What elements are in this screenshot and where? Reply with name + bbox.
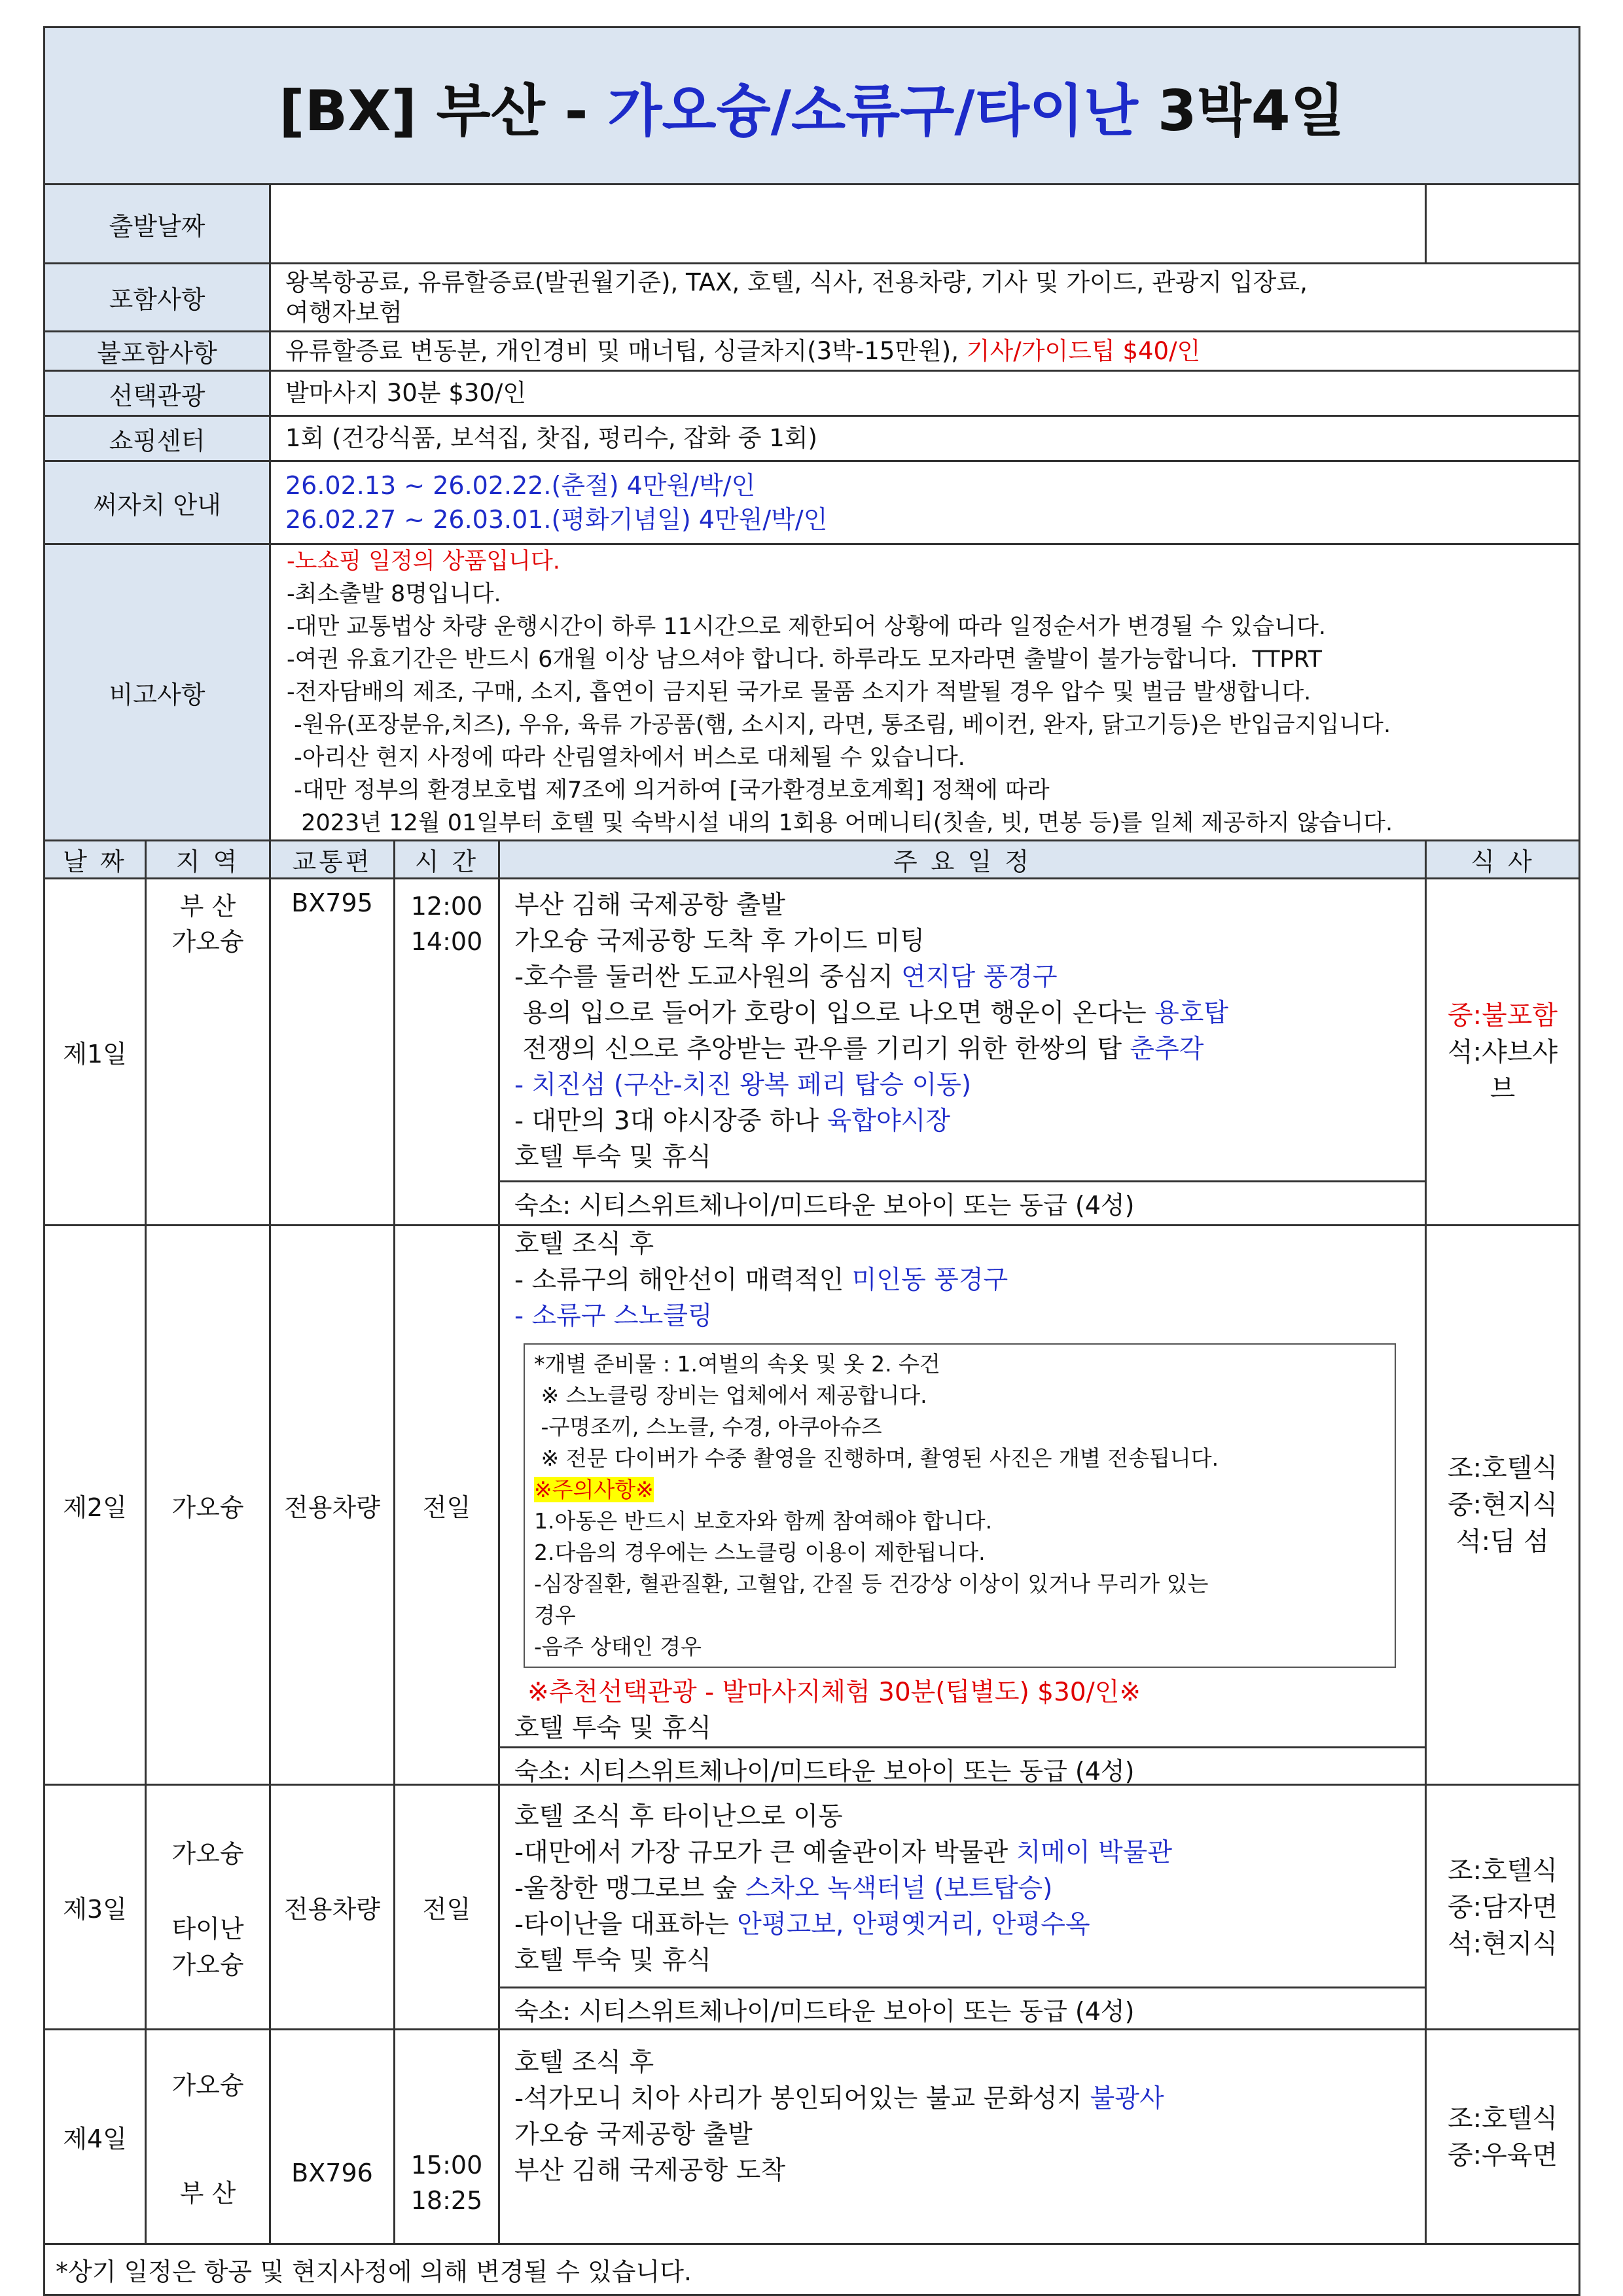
- header-time: 시 간: [395, 841, 499, 879]
- header-region: 지 역: [146, 841, 270, 879]
- schedule-line: [514, 959, 1410, 995]
- schedule-text: -석가모니 치아 사리가 봉인되어있는 불교 문화성지: [514, 2084, 1090, 2113]
- day4-region: [146, 2030, 270, 2244]
- recommended-option: ※추천선택관광 - 발마사지체험 30분(팁별도) $30/인※: [527, 1678, 1141, 1707]
- meal-line: 석:샤브샤: [1447, 1036, 1558, 1067]
- footer-note: *상기 일정은 항공 및 현지사정에 의해 변경될 수 있습니다.: [45, 2244, 1580, 2295]
- snorkeling-notice-box: [524, 1343, 1396, 1668]
- region-line: 가오슝: [171, 1951, 244, 1979]
- attraction-name: 미인동 풍경구: [851, 1265, 1008, 1295]
- header-meal: 식 사: [1426, 841, 1580, 879]
- schedule-line: 호텔 투숙 및 휴식: [514, 1714, 711, 1743]
- day-row: [45, 879, 1580, 1226]
- surcharge-line: 26.02.13 ~ 26.02.22.(춘절) 4만원/박/인: [285, 471, 756, 500]
- schedule-line: [514, 995, 1410, 1031]
- schedule-line: 호텔 투숙 및 휴식: [514, 1946, 711, 1975]
- day4-label: 제4일: [45, 2030, 146, 2244]
- departure-label: 출발날짜: [45, 185, 270, 264]
- excluded-text: 유류할증료 변동분, 개인경비 및 매너팁, 싱글차지(3박-15만원),: [285, 336, 967, 365]
- day3-meal: [1426, 1785, 1580, 2030]
- meal-line: 석:현지식: [1447, 1928, 1558, 1959]
- meal-line: 석:딤 섬: [1455, 1527, 1550, 1557]
- schedule-text: -호수를 둘러싼 도교사원의 중심지: [514, 963, 902, 992]
- day1-label: 제1일: [45, 879, 146, 1226]
- day1-transport: BX795: [270, 879, 395, 1226]
- day2-time: 전일: [395, 1226, 499, 1785]
- caution-heading: ※주의사항※: [534, 1477, 654, 1502]
- optional-tour-value: 발마사지 30분 $30/인: [270, 371, 1580, 416]
- remark-line: -노쇼핑 일정의 상품입니다.: [287, 548, 560, 574]
- schedule-line: [514, 1871, 1410, 1907]
- hotel-info: 숙소: 시티스위트체나이/미드타운 보아이 또는 동급 (4성): [500, 1180, 1425, 1224]
- day2-label: 제2일: [45, 1226, 146, 1785]
- included-label: 포함사항: [45, 264, 270, 332]
- day4-schedule: [499, 2030, 1426, 2244]
- meal-line: 조:호텔식: [1447, 2103, 1558, 2134]
- time-line: 15:00: [410, 2150, 483, 2180]
- included-line: 왕복항공료, 유류할증료(발권월기준), TAX, 호텔, 식사, 전용차량, 기사 및 가이드, 관광지 입장료,: [285, 268, 1308, 296]
- day2-region: 가오슝: [146, 1226, 270, 1785]
- schedule-line: - 치진섬 (구산-치진 왕복 페리 탑승 이동): [514, 1070, 972, 1100]
- schedule-line: 가오슝 국제공항 도착 후 가이드 미팅: [514, 927, 925, 956]
- time-line: 18:25: [410, 2185, 483, 2215]
- day-row: [45, 2030, 1580, 2244]
- day3-time: 전일: [395, 1785, 499, 2030]
- attraction-name: 스차오 녹색터널 (보트탑승): [745, 1874, 1053, 1903]
- meal-line: 조:호텔식: [1447, 1453, 1558, 1483]
- surcharge-value: [270, 461, 1580, 544]
- schedule-text: - 대만의 3대 야시장중 하나: [514, 1106, 827, 1136]
- excluded-label: 불포함사항: [45, 332, 270, 371]
- region-line: 가오슝: [171, 2070, 244, 2100]
- schedule-line: [514, 2081, 1410, 2117]
- remarks-label: 비고사항: [45, 544, 270, 841]
- attraction-name: 치메이 박물관: [1016, 1838, 1173, 1867]
- itinerary-table: [43, 26, 1580, 2296]
- schedule-line: 호텔 투숙 및 휴식: [514, 1142, 711, 1172]
- header-day: 날 짜: [45, 841, 146, 879]
- day4-meal: [1426, 2030, 1580, 2244]
- remark-line: -대만 정부의 환경보호법 제7조에 의거하여 [국가환경보호계획] 정책에 따라: [287, 777, 1050, 804]
- schedule-text: - 소류구의 해안선이 매력적인: [514, 1265, 852, 1295]
- schedule-line: 호텔 조식 후 타이난으로 이동: [514, 1802, 843, 1831]
- notice-line: -음주 상태인 경우: [534, 1634, 702, 1659]
- shopping-label: 쇼핑센터: [45, 416, 270, 461]
- title-prefix: [BX] 부산 -: [279, 78, 608, 144]
- schedule-text: -대만에서 가장 규모가 큰 예술관이자 박물관: [514, 1838, 1016, 1867]
- surcharge-line: 26.02.27 ~ 26.03.01.(평화기념일) 4만원/박/인: [285, 505, 828, 534]
- schedule-line: [514, 1031, 1410, 1067]
- schedule-text: -울창한 맹그로브 숲: [514, 1874, 745, 1903]
- notice-line: -구명조끼, 스노클, 수경, 아쿠아슈즈: [534, 1414, 882, 1439]
- notice-line: ※ 스노클링 장비는 업체에서 제공합니다.: [534, 1383, 927, 1408]
- day4-transport: BX796: [270, 2030, 395, 2244]
- region-line: 부 산: [179, 2178, 236, 2208]
- day1-time: [395, 879, 499, 1226]
- notice-line: [534, 1474, 1385, 1506]
- day2-transport: 전용차량: [270, 1226, 395, 1785]
- meal-line: 중:우육면: [1447, 2140, 1558, 2170]
- notice-line: ※ 전문 다이버가 수중 촬영을 진행하며, 촬영된 사진은 개별 전송됩니다.: [534, 1445, 1219, 1471]
- notice-line: 1.아동은 반드시 보호자와 함께 참여해야 합니다.: [534, 1508, 993, 1534]
- region-line: 타이난: [171, 1915, 244, 1943]
- schedule-line: [514, 1835, 1410, 1871]
- departure-extra-cell: [1426, 185, 1580, 264]
- attraction-name: 용호탑: [1154, 998, 1229, 1028]
- attraction-name: 춘추각: [1130, 1034, 1204, 1064]
- schedule-text: 전쟁의 신으로 추앙받는 관우를 기리기 위한 한쌍의 탑: [514, 1034, 1130, 1064]
- schedule-line: 가오슝 국제공항 출발: [514, 2120, 753, 2149]
- hotel-info: 숙소: 시티스위트체나이/미드타운 보아이 또는 동급 (4성): [500, 1746, 1425, 1784]
- schedule-line: 부산 김해 국제공항 도착: [514, 2156, 785, 2185]
- remarks-value: [270, 544, 1580, 841]
- schedule-line: 호텔 조식 후: [514, 2048, 654, 2077]
- meal-line: 중:불포함: [1447, 1000, 1558, 1031]
- attraction-name: 안평고보, 안평옛거리, 안평수옥: [737, 1910, 1090, 1939]
- schedule-line: 부산 김해 국제공항 출발: [514, 891, 785, 920]
- remark-line: -여권 유효기간은 반드시 6개월 이상 남으셔야 합니다. 하루라도 모자라면 출발이 불가능합니다. TTPRT: [287, 646, 1322, 673]
- shopping-value: 1회 (건강식품, 보석집, 찻집, 펑리수, 잡화 중 1회): [270, 416, 1580, 461]
- attraction-name: 연지담 풍경구: [901, 963, 1058, 992]
- day3-schedule: [499, 1785, 1426, 2030]
- day1-schedule: [499, 879, 1426, 1226]
- notice-line: 경우: [534, 1602, 576, 1628]
- departure-date-cell: [270, 185, 1426, 264]
- day3-region: [146, 1785, 270, 2030]
- region-line: 부 산: [179, 892, 236, 921]
- day3-label: 제3일: [45, 1785, 146, 2030]
- title-destinations: 가오슝/소류구/타이난: [607, 78, 1138, 144]
- remark-line: -최소출발 8명입니다.: [287, 581, 501, 607]
- page-title: [45, 27, 1580, 185]
- included-value: [270, 264, 1580, 332]
- region-line: 가오슝: [171, 1839, 244, 1868]
- attraction-name: 육합야시장: [827, 1106, 950, 1136]
- excluded-value: [270, 332, 1580, 371]
- day2-schedule: [499, 1226, 1426, 1785]
- header-transport: 교통편: [270, 841, 395, 879]
- remark-line: -대만 교통법상 차량 운행시간이 하루 11시간으로 제한되어 상황에 따라 일정순서가 변경될 수 있습니다.: [287, 614, 1327, 640]
- remark-line: -전자담배의 제조, 구매, 소지, 흡연이 금지된 국가로 물품 소지가 적발될 경우 압수 및 벌금 발생합니다.: [287, 679, 1311, 705]
- title-duration: 3박4일: [1137, 78, 1345, 144]
- remark-line: -원유(포장분유,치즈), 우유, 육류 가공품(햄, 소시지, 라면, 통조림, 베이컨, 완자, 닭고기등)은 반입금지입니다.: [287, 712, 1391, 738]
- schedule-text: -타이난을 대표하는: [514, 1910, 738, 1939]
- hotel-info: 숙소: 시티스위트체나이/미드타운 보아이 또는 동급 (4성): [500, 1987, 1425, 2024]
- schedule-line: 호텔 조식 후: [514, 1229, 654, 1259]
- day1-meal: [1426, 879, 1580, 1226]
- notice-line: *개별 준비물 : 1.여벌의 속옷 및 옷 2. 수건: [534, 1351, 940, 1377]
- attraction-name: 불광사: [1090, 2084, 1164, 2113]
- meal-line: 중:담자면: [1447, 1892, 1558, 1922]
- schedule-line: - 소류구 스노클링: [514, 1301, 713, 1331]
- notice-line: -심장질환, 혈관질환, 고혈압, 간질 등 건강상 이상이 있거나 무리가 있는: [534, 1571, 1209, 1597]
- surcharge-label: 써자치 안내: [45, 461, 270, 544]
- day1-region: [146, 879, 270, 1226]
- notice-line: 2.다음의 경우에는 스노클링 이용이 제한됩니다.: [534, 1540, 986, 1565]
- itinerary-sheet: [43, 26, 1578, 2296]
- day2-meal: [1426, 1226, 1580, 1785]
- schedule-text: 용의 입으로 들어가 호랑이 입으로 나오면 행운이 온다는: [514, 998, 1155, 1028]
- time-line: 14:00: [410, 927, 483, 956]
- time-line: 12:00: [410, 892, 483, 921]
- meal-line: 중:현지식: [1447, 1490, 1558, 1520]
- day3-transport: 전용차량: [270, 1785, 395, 2030]
- day-row: [45, 1226, 1580, 1785]
- remark-line: -아리산 현지 사정에 따라 산림열차에서 버스로 대체될 수 있습니다.: [287, 745, 965, 771]
- optional-tour-label: 선택관광: [45, 371, 270, 416]
- header-schedule: 주 요 일 정: [499, 841, 1426, 879]
- day-row: [45, 1785, 1580, 2030]
- guide-tip-text: 기사/가이드팁 $40/인: [966, 336, 1201, 365]
- region-line: 가오슝: [171, 927, 244, 956]
- schedule-line: [514, 1103, 1410, 1139]
- included-line: 여행자보험: [285, 298, 402, 327]
- meal-line: 조:호텔식: [1447, 1855, 1558, 1886]
- schedule-line: [514, 1262, 1410, 1298]
- schedule-line: [514, 1907, 1410, 1943]
- day4-time: [395, 2030, 499, 2244]
- remark-line: 2023년 12월 01일부터 호텔 및 숙박시설 내의 1회용 어메니티(칫솔, 빗, 면봉 등)를 일체 제공하지 않습니다.: [287, 810, 1393, 836]
- meal-line: 브: [1489, 1073, 1516, 1104]
